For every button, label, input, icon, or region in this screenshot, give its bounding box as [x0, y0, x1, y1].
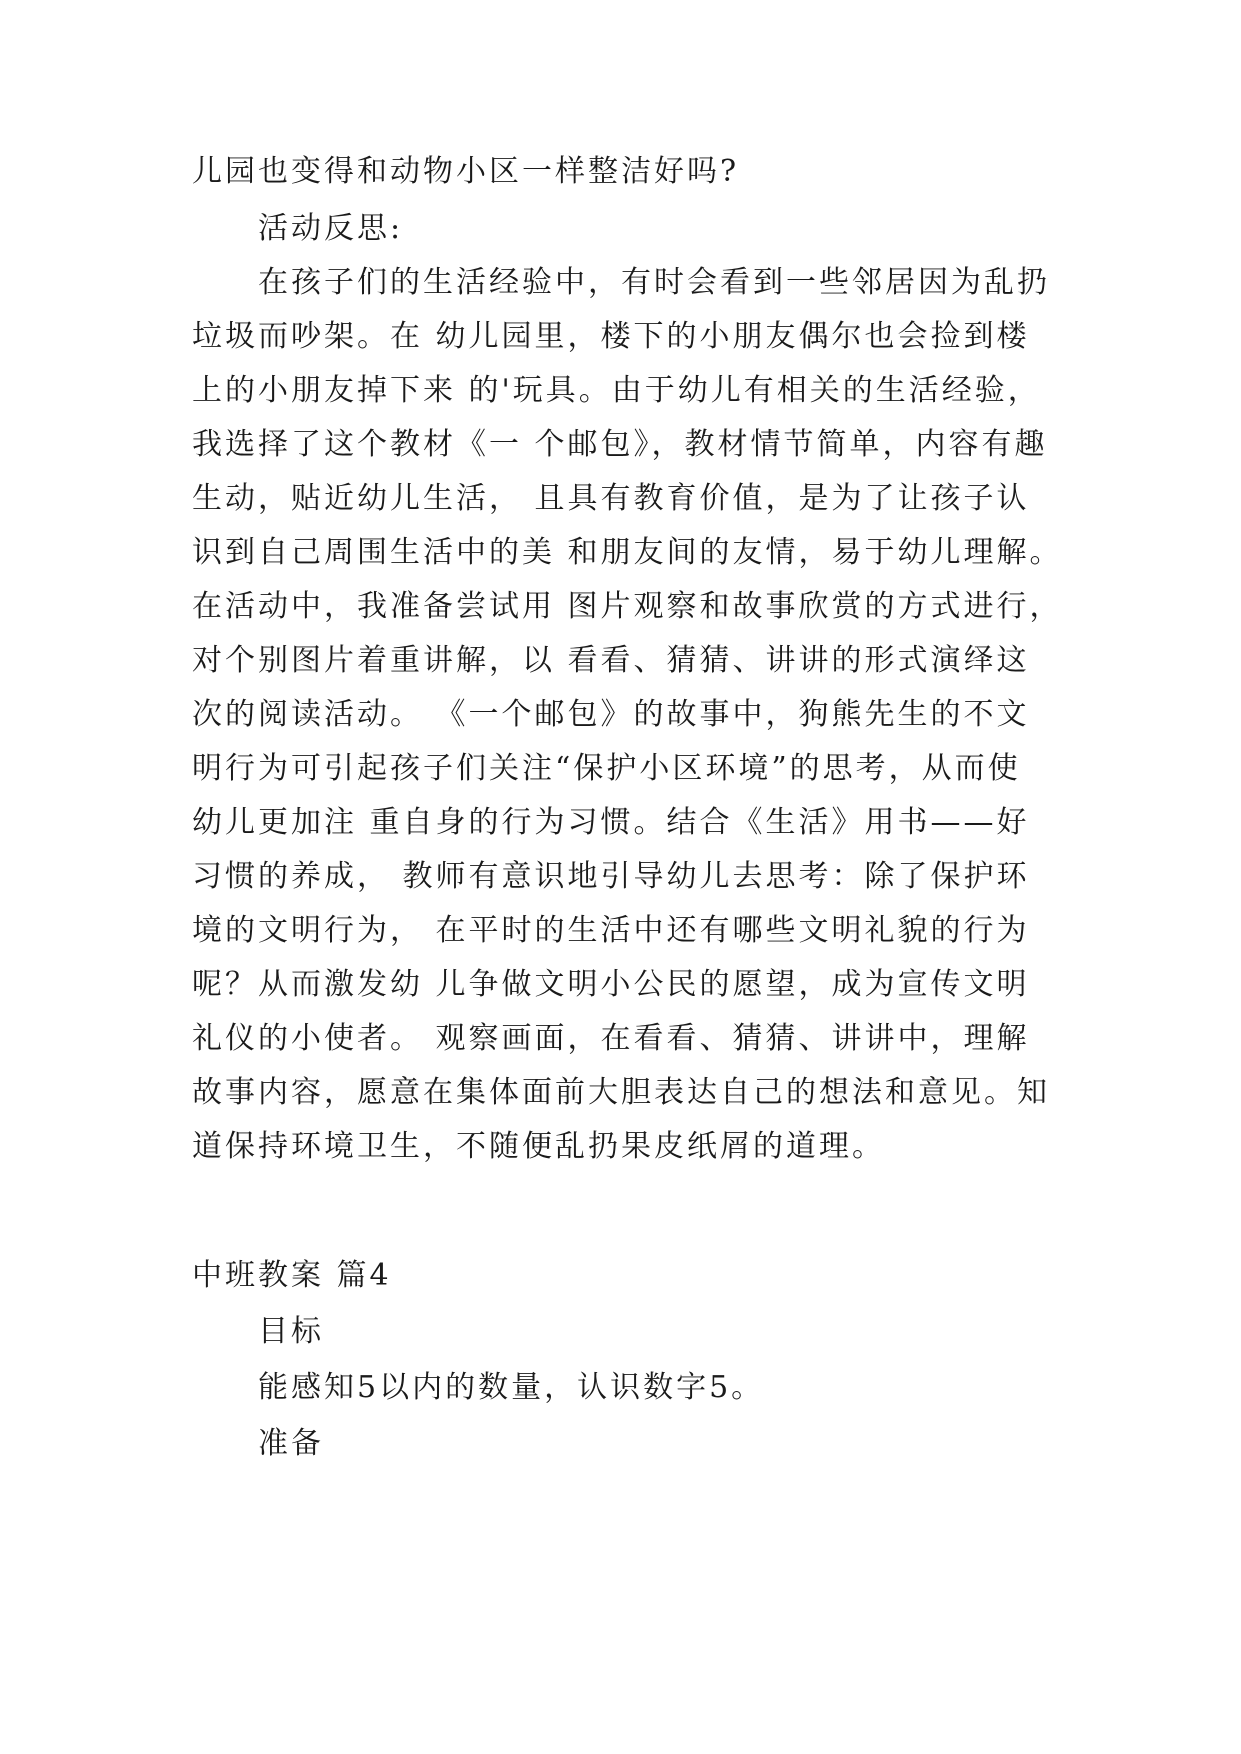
text-line: 幼儿更加注 重自身的行为习惯。结合《生活》用书——好 — [192, 805, 1030, 840]
text-line: 生动，贴近幼儿生活， 且具有教育价值，是为了让孩子认 — [192, 481, 1030, 516]
subheading-preparation: 准备 — [258, 1426, 324, 1461]
text-line: 在活动中，我准备尝试用 图片观察和故事欣赏的方式进行， — [192, 589, 1063, 624]
text-line: 识到自己周围生活中的美 和朋友间的友情，易于幼儿理解。 — [192, 535, 1063, 570]
text-line: 上的小朋友掉下来 的'玩具。由于幼儿有相关的生活经验， — [192, 373, 1041, 408]
text-line: 能感知5以内的数量，认识数字5。 — [258, 1370, 765, 1405]
subheading-goal: 目标 — [258, 1314, 324, 1349]
text-line: 我选择了这个教材《一 个邮包》，教材情节简单，内容有趣 — [192, 427, 1048, 462]
text-line: 呢？从而激发幼 儿争做文明小公民的愿望，成为宣传文明 — [192, 967, 1030, 1002]
text-line: 明行为可引起孩子们关注“保护小区环境”的思考，从而使 — [192, 751, 1021, 786]
text-line: 垃圾而吵架。在 幼儿园里，楼下的小朋友偶尔也会捡到楼 — [192, 319, 1030, 354]
section-heading-reflection: 活动反思: — [258, 211, 404, 246]
text-line: 境的文明行为， 在平时的生活中还有哪些文明礼貌的行为 — [192, 913, 1030, 948]
text-line: 儿园也变得和动物小区一样整洁好吗? — [192, 154, 740, 189]
text-line: 道保持环境卫生，不随便乱扔果皮纸屑的道理。 — [192, 1129, 885, 1164]
text-line: 习惯的养成， 教师有意识地引导幼儿去思考：除了保护环 — [192, 859, 1030, 894]
text-line: 礼仪的小使者。 观察画面，在看看、猜猜、讲讲中，理解 — [192, 1021, 1030, 1056]
text-line: 故事内容，愿意在集体面前大胆表达自己的想法和意见。知 — [192, 1075, 1050, 1110]
text-line: 在孩子们的生活经验中，有时会看到一些邻居因为乱扔 — [258, 265, 1050, 300]
text-line: 次的阅读活动。 《一个邮包》的故事中，狗熊先生的不文 — [192, 697, 1030, 732]
text-line: 对个别图片着重讲解，以 看看、猜猜、讲讲的形式演绎这 — [192, 643, 1030, 678]
section-title-lesson-4: 中班教案 篇4 — [192, 1258, 392, 1293]
